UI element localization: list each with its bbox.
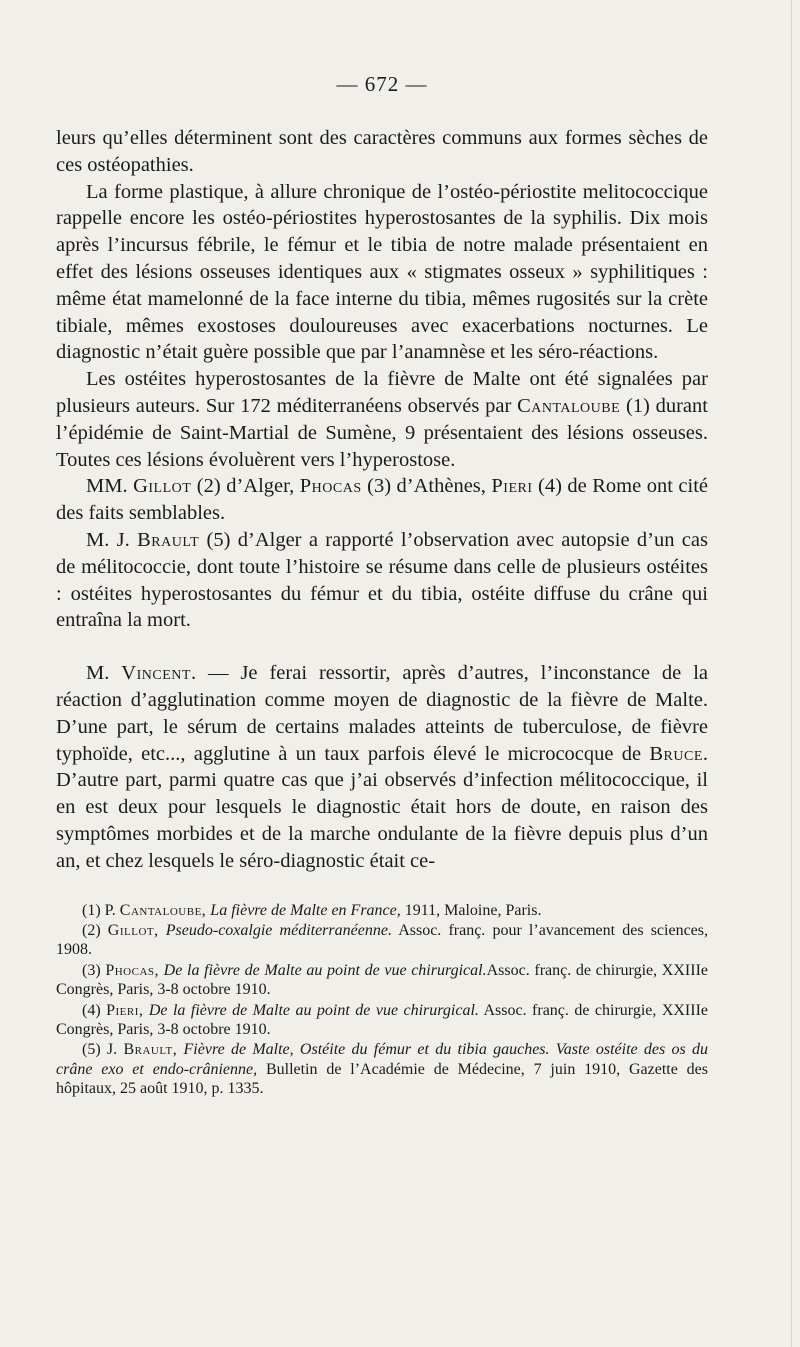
paragraph-4-text-a: MM. [86, 475, 134, 498]
paragraph-4 [56, 473, 708, 527]
author-name-phocas: Phocas [299, 475, 362, 498]
speaker-name-vincent: Vincent [121, 662, 191, 685]
paragraph-1: leurs qu’elles déterminent sont des caractères communs aux formes sèches de ces ostéopathies. [56, 127, 708, 176]
page-edge-line [791, 0, 792, 1347]
footnote-3-num: (3) [82, 961, 106, 979]
footnote-2-num: (2) [82, 921, 108, 939]
author-name-cantaloube: Cantaloube [517, 394, 621, 417]
footnote-4-rest: Assoc. franç. de chirurgie, XXIIIe Congrès, Paris, 3-8 octobre 1910. [56, 1001, 709, 1038]
paragraph-3-text-a: Les ostéites hyperostosantes de la fièvre de Malte ont été signalées par plusieurs auteurs. Sur 172 méditerranéens observés par [56, 368, 708, 417]
footnote-5 [56, 1040, 708, 1098]
footnote-1 [56, 901, 708, 920]
paragraph-6 [56, 660, 708, 874]
author-name-gillot: Gillot [133, 475, 192, 498]
footnote-2 [56, 921, 708, 960]
body-text [56, 125, 708, 875]
author-name-brault: Brault [137, 528, 200, 551]
footnote-2-rest: Assoc. franç. pour l’avancement des sciences, 1908. [56, 921, 708, 959]
footnote-3-title: De la fièvre de Malte au point de vue chirurgical. [159, 961, 487, 979]
footnote-5-title: Fièvre de Malte, Ostéite du fémur et du tibia gauches. Vaste ostéite des os du crâne exo et endo-crânienne, [56, 1041, 708, 1078]
footnote-1-title: La fièvre de Malte en France, [206, 901, 401, 919]
footnote-1-author: Cantaloube, [119, 901, 207, 919]
paragraph-4-text-b: (2) d’Alger, [191, 475, 300, 498]
author-name-bruce: Bruce [649, 742, 703, 765]
footnote-2-author: Gillot, [107, 921, 159, 939]
footnote-5-author: Brault, [123, 1041, 178, 1059]
paragraph-6-text-c: . D’autre part, parmi quatre cas que j’ai observés d’infection mélitococcique, il en est deux pour lesquels le diagnostic était hors de doute, en raison des symptômes morbides et de la marche ondulante de la fièvre depuis plus d’un an, et chez lesquels le séro-diagnostic était ce- [56, 742, 708, 872]
paragraph-5-text-a: M. J. [86, 528, 138, 551]
author-name-pieri: Pieri [491, 475, 533, 498]
footnotes [56, 901, 708, 1099]
footnote-4 [56, 1001, 708, 1040]
footnote-1-num: (1) P. [82, 901, 120, 919]
footnote-4-num: (4) [82, 1001, 107, 1019]
footnote-2-title: Pseudo-coxalgie méditerranéenne. [158, 921, 392, 939]
paragraph-5 [56, 527, 708, 634]
footnote-4-author: Pieri, [106, 1001, 144, 1019]
footnote-3-author: Phocas, [105, 961, 160, 979]
paragraph-3 [56, 366, 708, 473]
paragraph-4-text-c: (3) d’Athènes, [361, 475, 492, 498]
footnote-5-num: (5) J. [82, 1041, 124, 1059]
paragraph-3-text-b: (1) durant l’épidémie de Saint-Martial de Sumène, 9 présentaient des lésions osseuses. Toutes ces lésions évoluèrent vers l’hyperostose. [56, 394, 708, 471]
footnote-3-rest: Assoc. franç. de chirurgie, XXIIIe Congrès, Paris, 3-8 octobre 1910. [56, 961, 708, 999]
footnote-1-rest: 1911, Maloine, Paris. [400, 901, 542, 919]
paragraph-2: La forme plastique, à allure chronique de l’ostéo-périostite melitococcique rappelle encore les ostéo-périostites hyperostosantes de la syphilis. Dix mois après l’incursus fébrile, le fémur et le tibia de notre malade présentaient en effet des lésions osseuses identiques aux « stigmates osseux » syphilitiques : même état mamelonné de la face interne du tibia, mêmes rugosités sur la crète tibiale, mêmes exostoses douloureuses avec exacerbations nocturnes. Le diagnostic n’était guère possible que par l’anamnèse et les séro-réactions. [56, 180, 708, 364]
paragraph-6-text-b: . — Je ferai ressortir, après d’autres, l’inconstance de la réaction d’agglutination comme moyen de diagnostic de la fièvre de Malte. D’une part, le sérum de certains malades atteints de tuberculose, de fièvre typhoïde, etc..., agglutine à un taux parfois élevé le micrococque de [56, 662, 708, 765]
footnote-3 [56, 961, 708, 1000]
footnote-5-rest: Bulletin de l’Académie de Médecine, 7 juin 1910, Gazette des hôpitaux, 25 août 1910, p. 1335. [56, 1060, 709, 1098]
footnote-4-title: De la fièvre de Malte au point de vue chirurgical. [143, 1001, 479, 1019]
paragraph-5-text-b: (5) d’Alger a rapporté l’observation avec autopsie d’un cas de mélitococcie, dont toute l’histoire se résume dans celle de plusieurs ostéites : ostéites hyperostosantes du fémur et du tibia, ostéite diffuse du crâne qui entraîna la mort. [56, 528, 708, 632]
page-number: — 672 — [336, 72, 428, 96]
paragraph-4-text-d: (4) de Rome ont cité des faits semblables. [56, 475, 708, 525]
paragraph-6-text-a: M. [86, 662, 122, 685]
